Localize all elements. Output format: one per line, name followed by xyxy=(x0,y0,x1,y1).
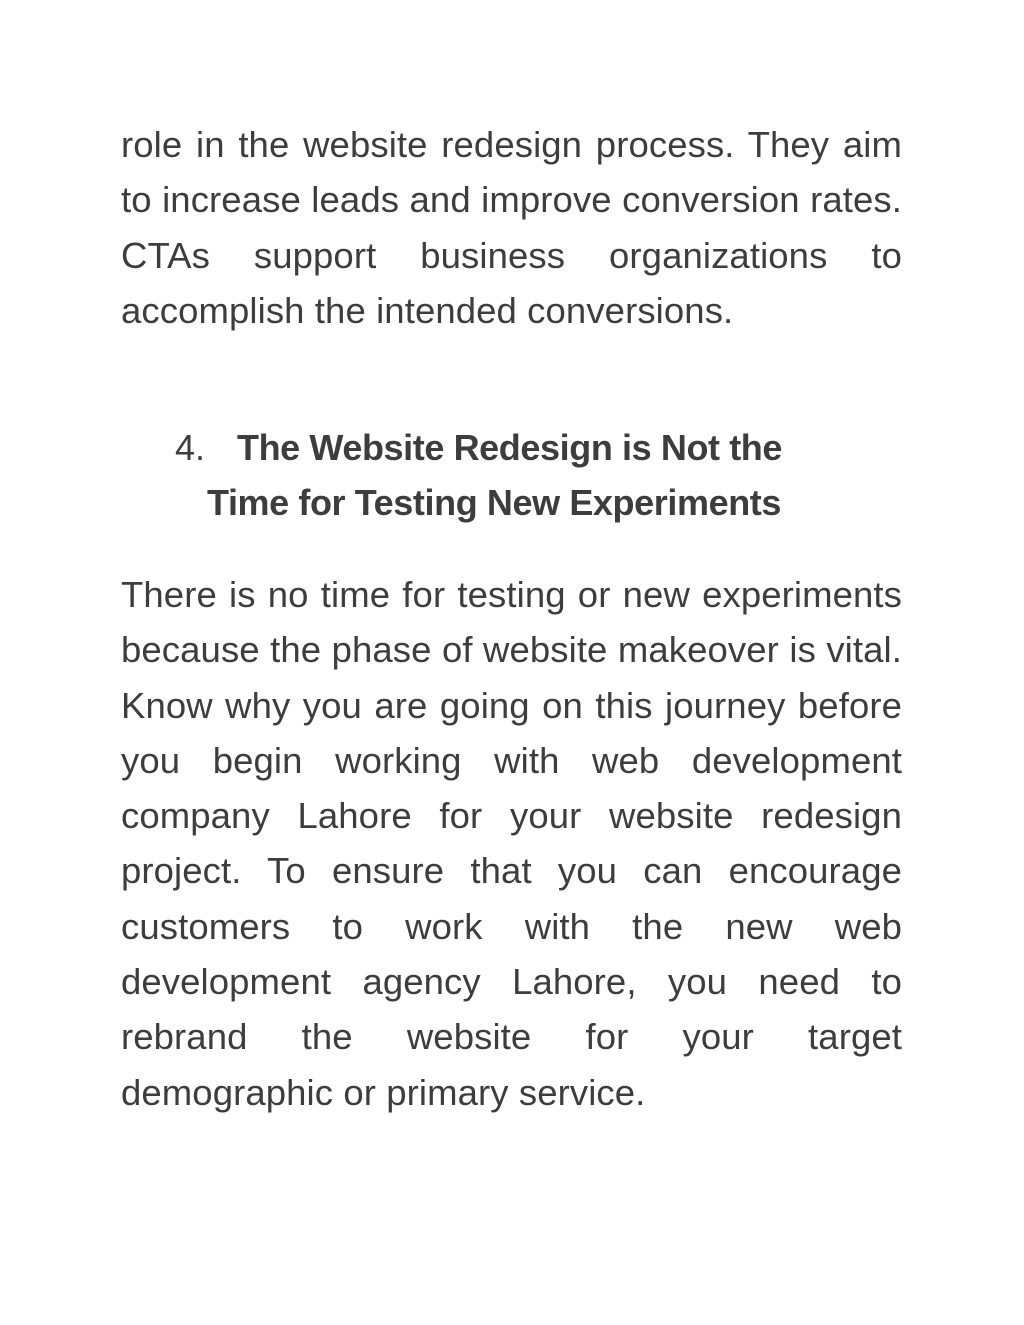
heading-text-line-1: The Website Redesign is Not the xyxy=(237,427,783,468)
heading-number: 4. xyxy=(175,427,206,468)
section-heading xyxy=(121,420,902,530)
heading-line-2 xyxy=(121,475,902,530)
heading-text-line-2: Time for Testing New Experiments xyxy=(207,482,782,523)
intro-paragraph: role in the website redesign process. They aim to increase leads and improve conversion rates. CTAs support business organizations to accomplish the intended conversions. xyxy=(121,124,902,331)
body-paragraph: There is no time for testing or new experiments because the phase of website makeover is vital. Know why you are going on this journey before you begin working with web development company Lahore for your website redesign project. To ensure that you can encourage customers to work with the new web development agency Lahore, you need to rebrand the website for your target demographic or primary service. xyxy=(121,574,902,1113)
heading-line-1 xyxy=(121,420,902,475)
